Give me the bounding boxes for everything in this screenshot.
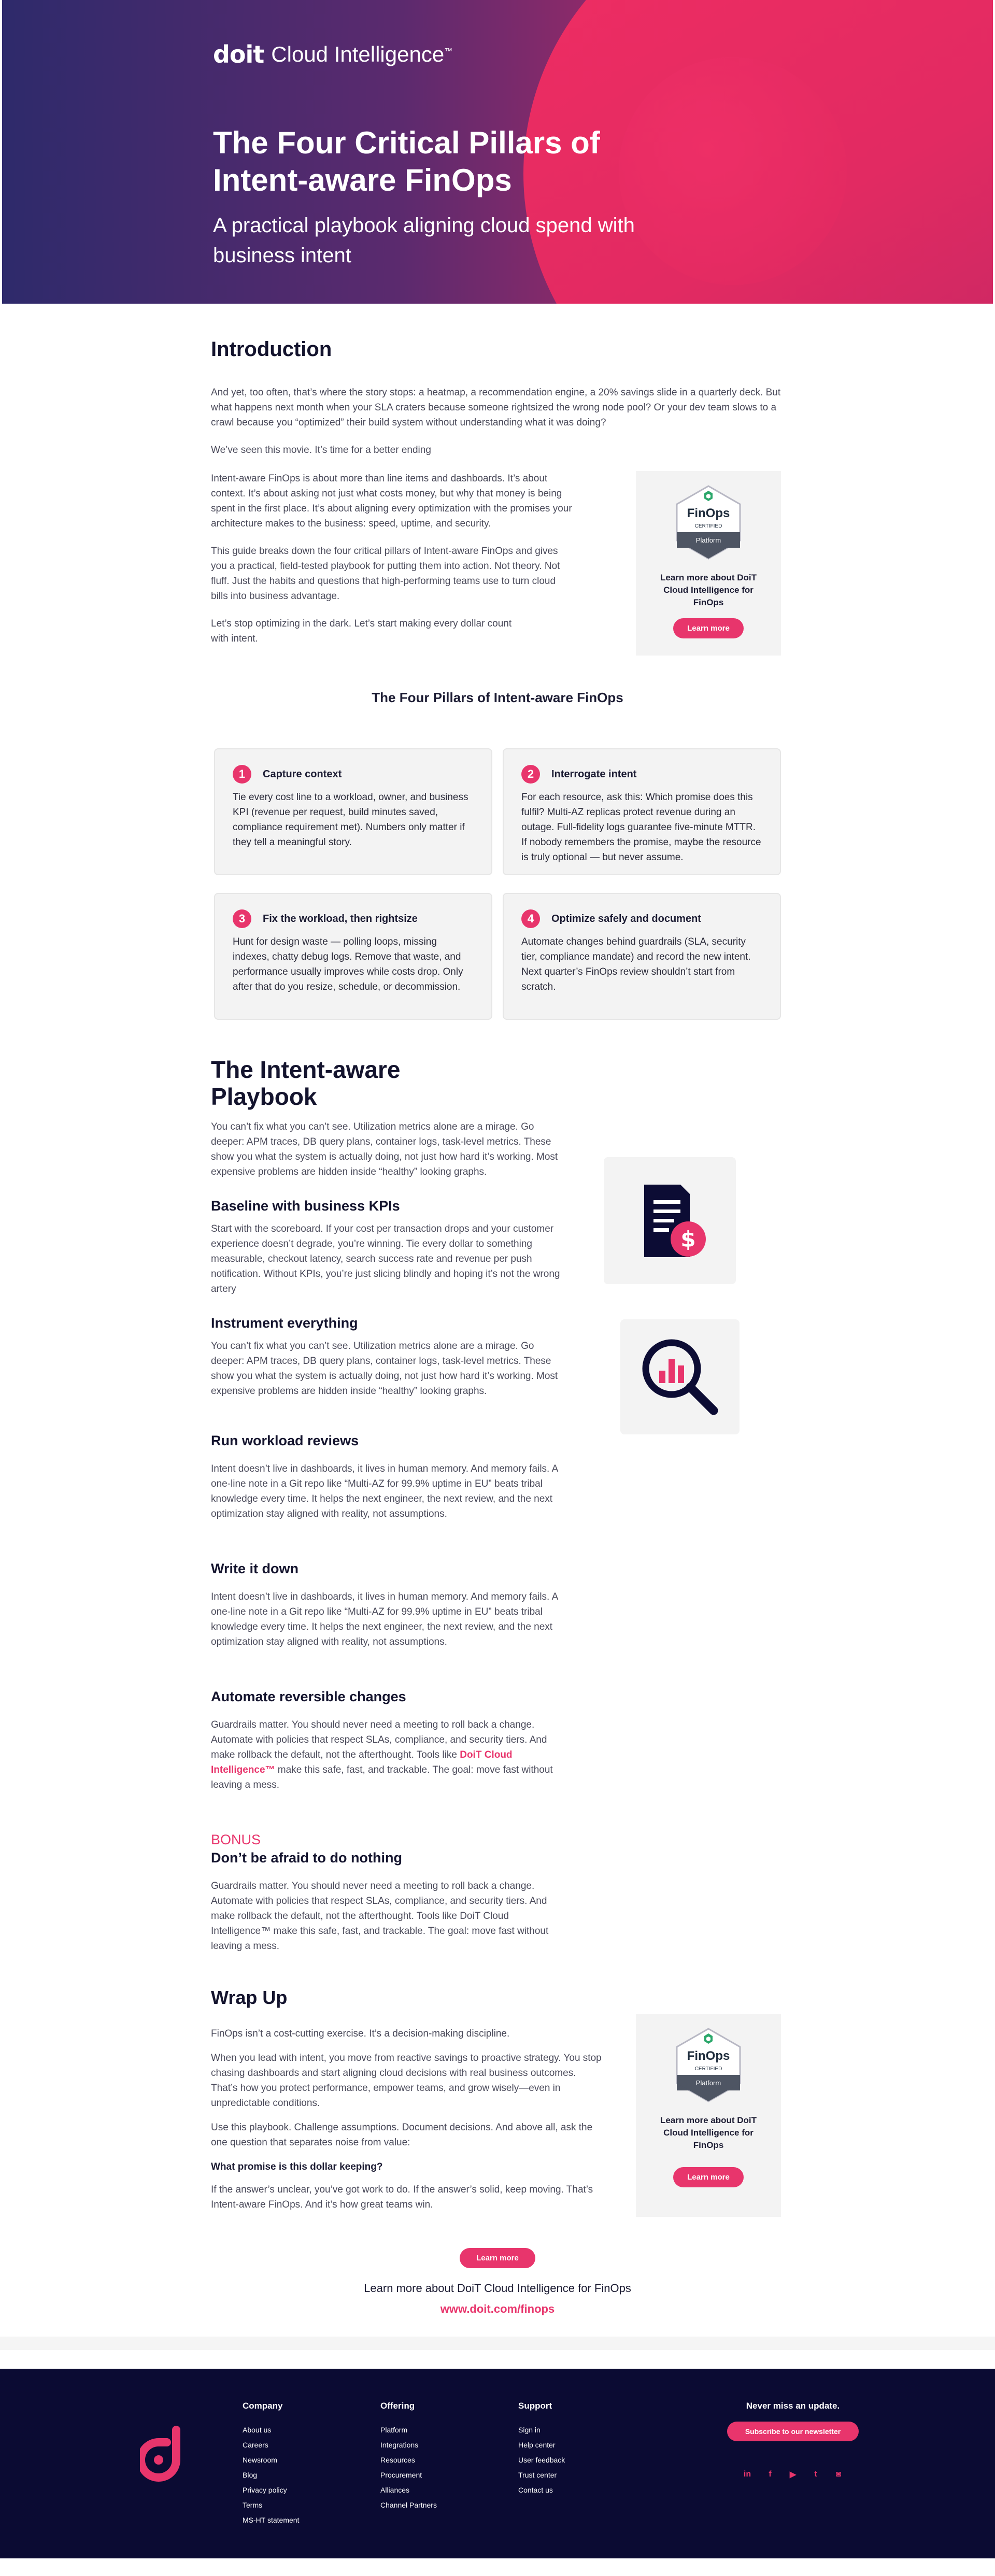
- footer-link[interactable]: Blog: [243, 2471, 258, 2479]
- doit-cloud-intelligence-link[interactable]: DoiT Cloud Intelligence™: [211, 1749, 513, 1775]
- footer-link[interactable]: Channel Partners: [380, 2501, 437, 2509]
- write-it-down-text: Intent doesn’t live in dashboards, it lives in human memory. And memory fails. A one-line note in a Git repo like “Multi-AZ for 99.9% uptime in EU” beats tribal knowledge every time. It helps the next engineer, the next review, and the next optimization stay aligned with reality, not assumptions.: [211, 1591, 558, 1647]
- playbook-section: [211, 1056, 781, 1954]
- pillar-head: [521, 765, 762, 784]
- write-it-down-heading: Write it down: [211, 1561, 298, 1576]
- wrap-paragraph-3: Use this playbook. Challenge assumptions. Document decisions. And above all, ask the one question that separates noise from value:: [211, 2122, 593, 2148]
- promo-learn-more-button[interactable]: Learn more: [673, 618, 744, 638]
- cta-url-link[interactable]: www.doit.com/finops: [440, 2302, 555, 2315]
- wrap-learn-more-button[interactable]: Learn more: [673, 2167, 744, 2187]
- footer-link[interactable]: Privacy policy: [243, 2486, 287, 2494]
- promo-text: Learn more about DoiT Cloud Intelligence for FinOps: [660, 2115, 757, 2150]
- newsletter-heading: Never miss an update.: [746, 2401, 840, 2411]
- automate-text-a: Guardrails matter. You should never need a meeting to roll back a change. Automate with policies that respect SLAs, compliance, and security tiers. And make rollback the default, not the afterthought. Tools like: [211, 1719, 547, 1760]
- cta-text: Learn more about DoiT Cloud Intelligence for FinOps: [364, 2282, 631, 2295]
- hero-content: [213, 40, 783, 271]
- promo-text: Learn more about DoiT Cloud Intelligence for FinOps: [660, 573, 757, 607]
- pillar-head: [233, 909, 474, 928]
- magnifier-chart-icon: [620, 1319, 740, 1434]
- footer-link[interactable]: Help center: [518, 2441, 556, 2449]
- automate-text-b: make this safe, fast, and trackable. The goal: move fast without leaving a mess.: [211, 1764, 553, 1790]
- badge-platform: Platform: [695, 536, 721, 544]
- cta-learn-more-button[interactable]: Learn more: [460, 2248, 535, 2268]
- pillar-card: [214, 748, 492, 875]
- footer-link[interactable]: Careers: [243, 2441, 268, 2449]
- hero-title: The Four Critical Pillars of Intent-aware FinOps: [213, 125, 600, 197]
- footer-link[interactable]: Integrations: [380, 2441, 419, 2449]
- automate-text: [211, 1717, 563, 1792]
- hero-subtitle: A practical playbook aligning cloud spend with business intent: [213, 214, 635, 267]
- badge-certified: CERTIFIED: [694, 523, 722, 529]
- pillar-card: [503, 893, 781, 1020]
- finops-certified-badge-icon: [675, 2027, 742, 2103]
- instrument-text: You can’t fix what you can’t see. Utilization metrics alone are a mirage. Go deeper: APM traces, DB query plans, container logs, task-level metrics. These show you what the system is actually doing, not just how hard it’s working. Most expensive problems are hidden inside “healthy” looking graphs.: [211, 1341, 558, 1397]
- pillar-text: Automate changes behind guardrails (SLA, security tier, compliance mandate) and record the new intent. Next quarter’s FinOps review shouldn’t start from scratch.: [521, 936, 751, 992]
- footer-link[interactable]: About us: [243, 2426, 272, 2434]
- footer-link[interactable]: Contact us: [518, 2486, 553, 2494]
- intro-paragraph-5: Let’s stop optimizing in the dark. Let’s start making every dollar count with intent.: [211, 618, 512, 644]
- pillar-number: 4: [521, 909, 540, 928]
- social-links: [726, 2468, 860, 2481]
- footer-offering-heading: Offering: [380, 2401, 415, 2411]
- bonus-label: BONUS: [211, 1832, 261, 1847]
- instrument-heading: Instrument everything: [211, 1315, 358, 1331]
- pillar-number: 3: [233, 909, 251, 928]
- introduction-section: [211, 304, 781, 659]
- youtube-icon[interactable]: ▶: [789, 2470, 797, 2479]
- do-nothing-heading: Don’t be afraid to do nothing: [211, 1850, 402, 1866]
- pillar-title: Fix the workload, then rightsize: [263, 913, 418, 924]
- wrap-up-section: [211, 1987, 781, 2217]
- linkedin-icon[interactable]: in: [743, 2470, 751, 2479]
- subscribe-newsletter-button[interactable]: Subscribe to our newsletter: [727, 2422, 859, 2441]
- pillar-title: Optimize safely and document: [551, 913, 701, 924]
- footer-link[interactable]: Resources: [380, 2456, 415, 2464]
- intro-row: [211, 471, 781, 659]
- pillar-text: Hunt for design waste — polling loops, missing indexes, chatty debug logs. Remove that waste, and performance usually improves while costs drop. Only after that do you resize, schedule, or decommission.: [233, 936, 463, 992]
- do-nothing-text: Guardrails matter. You should never need a meeting to roll back a change. Automate with policies that respect SLAs, compliance, and security tiers. And make rollback the default, not the afterthought. Tools like DoiT Cloud Intelligence™ make this safe, fast, and trackable. The goal: move fast without leaving a mess.: [211, 1881, 549, 1952]
- wrap-row: [211, 2017, 781, 2217]
- introduction-heading: Introduction: [211, 338, 332, 361]
- brand-logo[interactable]: [213, 40, 783, 68]
- footer-support-column: [518, 2401, 565, 2498]
- pillar-card: [214, 893, 492, 1020]
- footer-company-heading: Company: [243, 2401, 283, 2411]
- workload-reviews-text: Intent doesn’t live in dashboards, it lives in human memory. And memory fails. A one-line note in a Git repo like “Multi-AZ for 99.9% uptime in EU” beats tribal knowledge every time. It helps the next engineer, the next review, and the next optimization stay aligned with reality, not assumptions.: [211, 1463, 558, 1519]
- intro-paragraph-3: Intent-aware FinOps is about more than line items and dashboards. It’s about context. It’s about asking not just what costs money, but why that money is being spent in the first place. It’s about aligning every optimization with the promises your architecture makes to the business: speed, uptime, and security.: [211, 473, 572, 529]
- facebook-icon[interactable]: f: [769, 2470, 772, 2479]
- pillar-text: For each resource, ask this: Which promise does this fulfil? Multi-AZ replicas protect revenue during an outage. Full-fidelity logs guarantee five-minute MTTR. If nobody remembers the promise, maybe the resource is truly optional — but never assume.: [521, 792, 761, 863]
- finops-certified-badge-icon: [675, 485, 742, 560]
- baseline-kpis-heading: Baseline with business KPIs: [211, 1198, 400, 1214]
- footer-link[interactable]: Platform: [380, 2426, 408, 2434]
- footer-link[interactable]: Alliances: [380, 2486, 410, 2494]
- pillar-text: Tie every cost line to a workload, owner, and business KPI (revenue per request, build minutes saved, compliance requirement met). Numbers only matter if they tell a meaningful story.: [233, 792, 468, 848]
- footer-link[interactable]: Terms: [243, 2501, 263, 2509]
- promo-box: [636, 471, 781, 656]
- pillar-head: [521, 909, 762, 928]
- cta-section: [0, 2248, 995, 2316]
- badge-title: FinOps: [687, 506, 730, 520]
- badge-platform: Platform: [695, 2079, 721, 2087]
- medium-icon[interactable]: ◙: [836, 2470, 841, 2479]
- intro-paragraph-1: And yet, too often, that’s where the story stops: a heatmap, a recommendation engine, a 20% savings slide in a quarterly deck. But what happens next month when your SLA craters because someone rightsized the wrong node pool? Or your dev team slows to a crawl because you “optimized” their build system without understanding what it was doing?: [211, 387, 781, 428]
- hero-banner: [2, 0, 993, 304]
- pillar-number: 1: [233, 765, 251, 784]
- intro-paragraph-4: This guide breaks down the four critical pillars of Intent-aware FinOps and gives you a practical, field-tested playbook for putting them into action. Not theory. Not fluff. Just the habits and questions that high-performing teams use to turn cloud bills into business advantage.: [211, 546, 560, 602]
- footer-offering-column: [380, 2401, 437, 2513]
- footer-link[interactable]: Newsroom: [243, 2456, 277, 2464]
- baseline-kpis-text: Start with the scoreboard. If your cost per transaction drops and your customer experience doesn’t degrade, you’re winning. Tie every dollar to something measurable, checkout latency, search success rate and revenue per push notification. Without KPIs, you’re just slicing blindly and hoping it’s not the wrong artery: [211, 1223, 560, 1294]
- footer: [0, 2369, 995, 2558]
- promo-box: [636, 2014, 781, 2217]
- wrap-up-heading: Wrap Up: [211, 1987, 288, 2008]
- wrap-paragraph-1: FinOps isn’t a cost-cutting exercise. It’s a decision-making discipline.: [211, 2028, 510, 2039]
- twitter-icon[interactable]: t: [814, 2470, 817, 2479]
- automate-heading: Automate reversible changes: [211, 1689, 406, 1704]
- intro-paragraph-2: We’ve seen this movie. It’s time for a better ending: [211, 445, 431, 456]
- badge-title: FinOps: [687, 2049, 730, 2063]
- pillar-head: [233, 765, 474, 784]
- workload-reviews-heading: Run workload reviews: [211, 1433, 359, 1448]
- footer-link[interactable]: Trust center: [518, 2471, 557, 2479]
- footer-support-heading: Support: [518, 2401, 552, 2411]
- footer-company-column: [243, 2401, 299, 2528]
- wrap-text-column: [211, 2017, 605, 2217]
- logo-text-label: Cloud Intelligence: [271, 42, 445, 66]
- playbook-heading: The Intent-aware Playbook: [211, 1056, 401, 1110]
- wrap-paragraph-4: If the answer’s unclear, you’ve got work to do. If the answer’s solid, keep moving. That’s Intent-aware FinOps. And it’s how great teams win.: [211, 2184, 593, 2210]
- playbook-intro: You can’t fix what you can’t see. Utilization metrics alone are a mirage. Go deeper: APM traces, DB query plans, container logs, task-level metrics. These show you what the system is actually doing, not just how hard it’s working. Most expensive problems are hidden inside “healthy” looking graphs.: [211, 1121, 558, 1177]
- newsletter-block: [726, 2401, 860, 2481]
- badge-certified: CERTIFIED: [694, 2066, 722, 2072]
- pillars-title: The Four Pillars of Intent-aware FinOps: [372, 690, 623, 705]
- wrap-paragraph-2: When you lead with intent, you move from reactive savings to proactive strategy. You stop chasing dashboards and start aligning cloud decisions with real business outcomes. That’s how you protect performance, empower teams, and grow wisely—even in unpredictable conditions.: [211, 2053, 602, 2109]
- document-dollar-icon: [604, 1157, 736, 1284]
- logo-text: [271, 42, 452, 67]
- footer-link[interactable]: Sign in: [518, 2426, 541, 2434]
- pillars-grid: [214, 748, 786, 1020]
- footer-link[interactable]: MS-HT statement: [243, 2516, 300, 2524]
- logo-mark: doit: [213, 40, 264, 68]
- footer-logo-icon[interactable]: [140, 2425, 197, 2489]
- logo-tm: ™: [444, 47, 453, 56]
- pillar-card: [503, 748, 781, 875]
- pillar-title: Interrogate intent: [551, 768, 637, 780]
- pillar-number: 2: [521, 765, 540, 784]
- playbook-text-column: [211, 1119, 563, 1954]
- divider-strip: [0, 2337, 995, 2350]
- pillar-title: Capture context: [263, 768, 342, 780]
- intro-text-column: [211, 471, 574, 659]
- footer-link[interactable]: User feedback: [518, 2456, 565, 2464]
- svg-text:$: $: [680, 1226, 696, 1252]
- wrap-question: What promise is this dollar keeping?: [211, 2161, 383, 2172]
- footer-link[interactable]: Procurement: [380, 2471, 422, 2479]
